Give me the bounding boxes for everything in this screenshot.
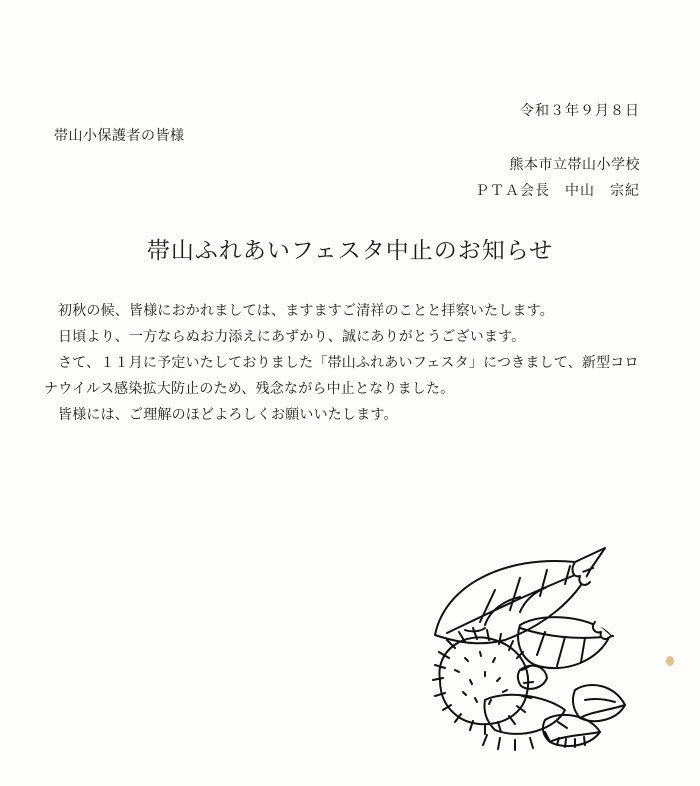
sender-school: 熊本市立帯山小学校 — [509, 157, 640, 173]
sender-block — [475, 152, 640, 204]
body-text — [44, 298, 644, 428]
paragraph: さて、１１月に予定いたしておりました「帯山ふれあいフェスタ」につきまして、新型コロナウイルス感染拡大防止のため、残念ながら中止となりました。 — [44, 355, 639, 397]
document-date: 令和３年９月８日 — [520, 103, 640, 119]
recipient-line: 帯山小保護者の皆様 — [54, 128, 185, 144]
autumn-leaves-chestnuts-icon — [425, 540, 640, 755]
paper-stain — [666, 656, 674, 666]
paragraph: 日頃より、一方ならぬお力添えにあずかり、誠にありがとうございます。 — [58, 329, 526, 345]
paragraph: 皆様には、ご理解のほどよろしくお願いいたします。 — [58, 407, 398, 423]
paragraph: 初秋の候、皆様におかれましては、ますますご清祥のことと拝察いたします。 — [58, 303, 554, 319]
sender-name: ＰＴＡ会長 中山 宗紀 — [475, 183, 640, 199]
document-title: 帯山ふれあいフェスタ中止のお知らせ — [146, 238, 554, 264]
